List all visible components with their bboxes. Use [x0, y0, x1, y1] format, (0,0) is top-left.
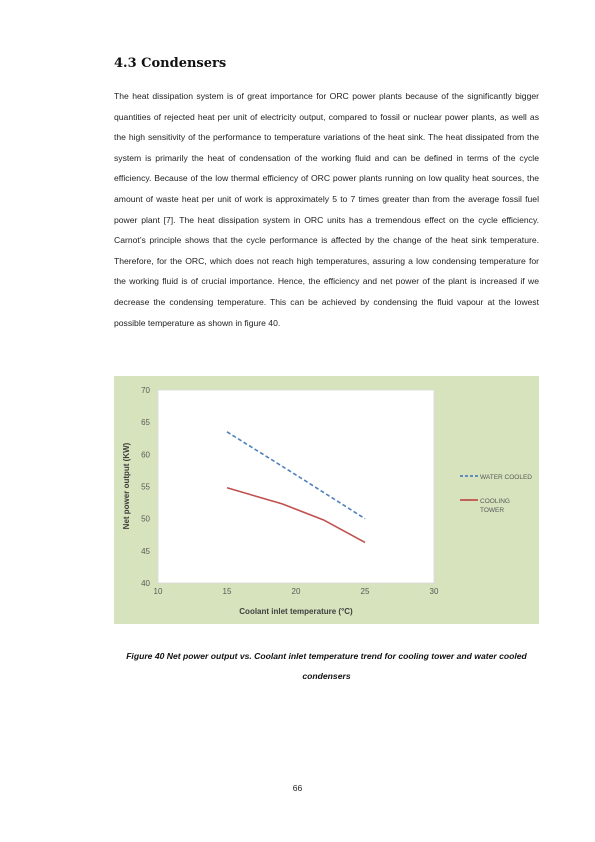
y-tick-label: 55	[141, 482, 150, 492]
legend-label-2: COOLING TOWER	[480, 498, 510, 514]
chart-svg	[114, 376, 539, 624]
plot-area	[158, 390, 434, 583]
y-tick-label: 70	[141, 386, 150, 395]
x-tick-label: 15	[222, 587, 232, 596]
y-axis-label: Net power output (KW)	[122, 442, 131, 530]
y-tick-label: 40	[141, 579, 150, 588]
x-tick-label: 10	[153, 587, 163, 596]
y-tick-label: 50	[141, 514, 150, 524]
x-tick-label: 30	[429, 587, 439, 596]
y-tick-label: 45	[141, 546, 150, 556]
x-tick-label: 20	[291, 587, 301, 596]
y-tick-label: 65	[141, 418, 150, 428]
x-axis-label: Coolant inlet temperature (°C)	[239, 607, 353, 616]
figure-caption: Figure 40 Net power output vs. Coolant inlet temperature trend for cooling tower and water cooled condensers	[126, 651, 527, 681]
body-paragraph: The heat dissipation system is of great importance for ORC power plants because of the significantly bigger quantities of rejected heat per unit of electricity output, compared to fossil or nuclear power plants, as well as the high sensitivity of the performance to temperature variations of the heat sink. The heat dissipated from the system is primarily the heat of condensation of the working fluid and can be defined in terms of the cycle efficiency. Because of the low thermal efficiency of ORC power plants running on low quality heat sources, the amount of waste heat per unit of work is approximately 5 to 7 times greater than from the average fossil fuel power plant [7]. The heat dissipation system in ORC units has a tremendous effect on the cycle efficiency. Carnot’s principle shows that the cycle performance is affected by the change of the heat sink temperature. Therefore, for the ORC, which does not reach high temperatures, assuring a low condensing temperature for the working fluid is of crucial importance. Hence, the efficiency and net power of the plant is increased if we decrease the condensing temperature. This can be achieved by condensing the fluid vapour at the lowest possible temperature as shown in figure 40.	[114, 91, 539, 328]
section-heading: 4.3 Condensers	[114, 56, 227, 71]
y-tick-label: 60	[141, 450, 150, 460]
figure-chart	[114, 376, 539, 624]
x-tick-label: 25	[360, 587, 370, 596]
page-number: 66	[292, 783, 303, 793]
legend-label-1: WATER COOLED	[480, 474, 533, 481]
